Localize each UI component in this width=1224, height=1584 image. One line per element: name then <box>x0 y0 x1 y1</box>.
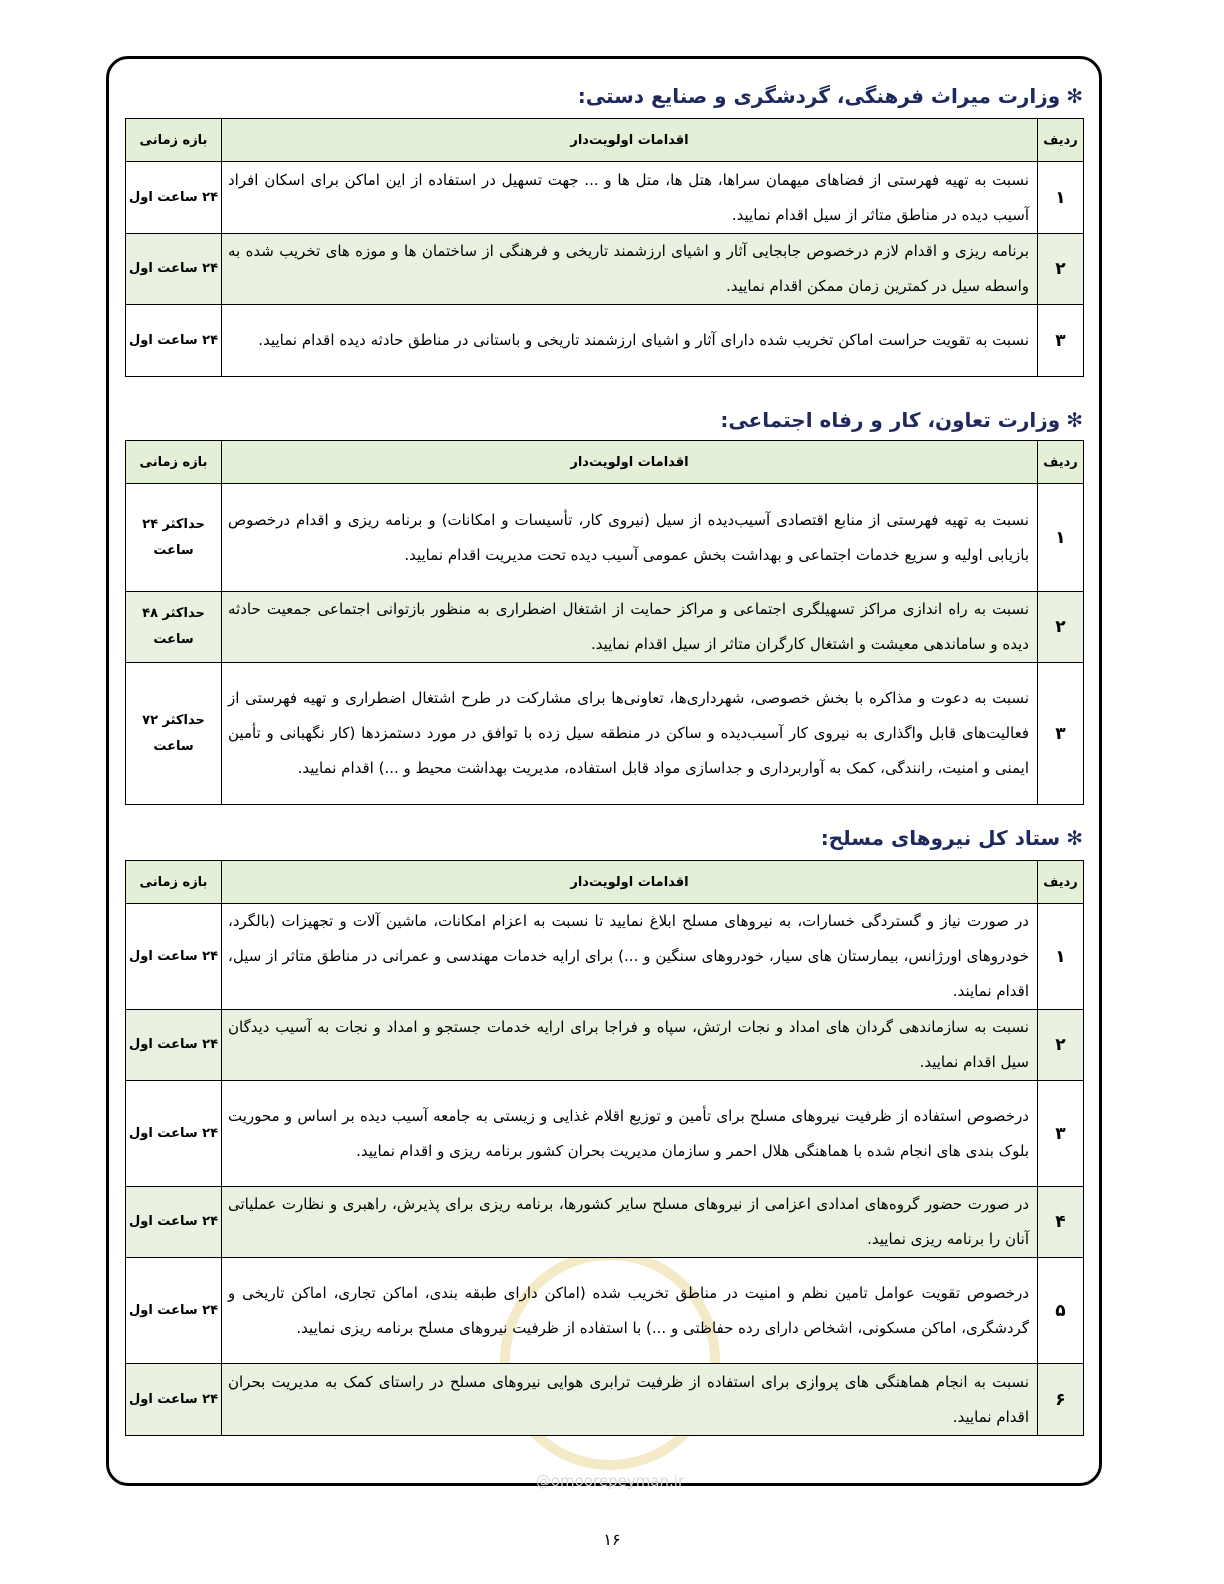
row-timeframe: ۲۴ ساعت اول <box>126 1187 222 1258</box>
table-row <box>126 1364 1084 1436</box>
row-action: درخصوص تقویت عوامل تامین نظم و امنیت در مناطق تخریب شده (اماکن دارای طبقه بندی، اماکن تجاری، اماکن تاریخی و گردشگری، اماکن مسکونی، اشخاص دارای رده حفاظتی و ...) با استفاده از ظرفیت نیروهای مسلح برنامه ریزی نمایید. <box>222 1258 1038 1364</box>
section-title: ✻وزارت تعاون، کار و رفاه اجتماعی: <box>720 408 1083 432</box>
table-row <box>126 162 1084 234</box>
header-row-number: ردیف <box>1038 861 1084 904</box>
row-timeframe: ۲۴ ساعت اول <box>126 904 222 1010</box>
header-row-number: ردیف <box>1038 119 1084 162</box>
row-action: نسبت به تهیه فهرستی از فضاهای میهمان سراها، هتل ها، متل ها و ... جهت تسهیل در استفاده از این اماکن برای اسکان افراد آسیب دیده در مناطق متاثر از سیل اقدام نمایید. <box>222 162 1038 234</box>
table-header-row <box>126 861 1084 904</box>
table-row <box>126 484 1084 592</box>
asterisk-icon: ✻ <box>1066 84 1083 108</box>
table-row <box>126 663 1084 805</box>
priority-table <box>125 860 1084 1436</box>
row-timeframe: حداکثر ۷۲ ساعت <box>126 663 222 805</box>
header-timeframe: بازه زمانی <box>126 441 222 484</box>
row-number: ۵ <box>1038 1258 1084 1364</box>
asterisk-icon: ✻ <box>1066 408 1083 432</box>
row-number: ۱ <box>1038 484 1084 592</box>
row-action: نسبت به انجام هماهنگی های پروازی برای استفاده از ظرفیت ترابری هوایی نیروهای مسلح در راستای کمک به مدیریت بحران اقدام نمایید. <box>222 1364 1038 1436</box>
priority-table <box>125 118 1084 377</box>
row-action: نسبت به راه اندازی مراکز تسهیلگری اجتماعی و مراکز حمایت از اشتغال اضطراری به منظور بازتوانی اجتماعی جمعیت حادثه دیده و ساماندهی معیشت و اشتغال کارگران متاثر از سیل اقدام نمایید. <box>222 592 1038 663</box>
row-timeframe: ۲۴ ساعت اول <box>126 1010 222 1081</box>
row-action: برنامه ریزی و اقدام لازم درخصوص جابجایی آثار و اشیای ارزشمند تاریخی و فرهنگی از ساختمان ها و موزه های تخریب شده به واسطه سیل در کمترین زمان ممکن اقدام نمایید. <box>222 234 1038 305</box>
table-row <box>126 1081 1084 1187</box>
row-timeframe: ۲۴ ساعت اول <box>126 162 222 234</box>
header-actions: اقدامات اولویت‌دار <box>222 441 1038 484</box>
row-number: ۲ <box>1038 234 1084 305</box>
row-timeframe: حداکثر ۴۸ ساعت <box>126 592 222 663</box>
page-number: ۱۶ <box>603 1530 621 1549</box>
section-title: ✻وزارت میراث فرهنگی، گردشگری و صنایع دستی: <box>577 84 1083 108</box>
row-number: ۱ <box>1038 162 1084 234</box>
table-row <box>126 305 1084 377</box>
row-number: ۳ <box>1038 663 1084 805</box>
row-action: در صورت نیاز و گستردگی خسارات، به نیروهای مسلح ابلاغ نمایید تا نسبت به اعزام امکانات، ماشین آلات و تجهیزات (بالگرد، خودروهای اورژانس، بیمارستان های سیار، خودروهای سنگین و ...) برای ارایه خدمات مهندسی و عمرانی در مناطق متاثر از سیل، اقدام نمایند. <box>222 904 1038 1010</box>
row-action: نسبت به تقویت حراست اماکن تخریب شده دارای آثار و اشیای ارزشمند تاریخی و باستانی در مناطق حادثه دیده اقدام نمایید. <box>222 305 1038 377</box>
table-row <box>126 592 1084 663</box>
table-header-row <box>126 119 1084 162</box>
row-number: ۱ <box>1038 904 1084 1010</box>
section-title: ✻ستاد کل نیروهای مسلح: <box>820 826 1083 850</box>
row-timeframe: ۲۴ ساعت اول <box>126 1258 222 1364</box>
row-timeframe: ۲۴ ساعت اول <box>126 1081 222 1187</box>
table-row <box>126 1258 1084 1364</box>
row-action: نسبت به تهیه فهرستی از منابع اقتصادی آسیب‌دیده از سیل (نیروی کار، تأسیسات و امکانات) و برنامه ریزی و اقدام درخصوص بازیابی اولیه و سریع خدمات اجتماعی و بهداشت بخش عمومی آسیب دیده تحت مدیریت اقدام نمایید. <box>222 484 1038 592</box>
header-timeframe: بازه زمانی <box>126 119 222 162</box>
row-number: ۳ <box>1038 1081 1084 1187</box>
row-timeframe: حداکثر ۲۴ ساعت <box>126 484 222 592</box>
row-timeframe: ۲۴ ساعت اول <box>126 305 222 377</box>
row-number: ۳ <box>1038 305 1084 377</box>
header-actions: اقدامات اولویت‌دار <box>222 861 1038 904</box>
watermark-text: @omoorepeyman.ir <box>535 1472 685 1490</box>
row-number: ۴ <box>1038 1187 1084 1258</box>
row-action: در صورت حضور گروه‌های امدادی اعزامی از نیروهای مسلح سایر کشورها، برنامه ریزی برای پذیرش، راهبری و نظارت عملیاتی آنان را برنامه ریزی نمایید. <box>222 1187 1038 1258</box>
row-number: ۲ <box>1038 592 1084 663</box>
table-row <box>126 1187 1084 1258</box>
row-number: ۲ <box>1038 1010 1084 1081</box>
row-timeframe: ۲۴ ساعت اول <box>126 1364 222 1436</box>
row-action: نسبت به دعوت و مذاکره با بخش خصوصی، شهرداری‌ها، تعاونی‌ها برای مشارکت در طرح اشتغال اضطراری و تهیه فهرستی از فعالیت‌های قابل واگذاری به نیروی کار آسیب‌دیده و ساکن در منطقه سیل زده با توافق در مورد دستمزدها (کار نگهبانی و تأمین ایمنی و امنیت، رانندگی، کمک به آواربرداری و جداسازی مواد قابل استفاده، مدیریت بهداشت محیط و ...) اقدام نمایید. <box>222 663 1038 805</box>
header-timeframe: بازه زمانی <box>126 861 222 904</box>
row-number: ۶ <box>1038 1364 1084 1436</box>
asterisk-icon: ✻ <box>1066 826 1083 850</box>
header-actions: اقدامات اولویت‌دار <box>222 119 1038 162</box>
section-heritage <box>125 84 1083 384</box>
row-action: نسبت به سازماندهی گردان های امداد و نجات ارتش، سپاه و فراجا برای ارایه خدمات جستجو و امداد و نجات به آسیب دیدگان سیل اقدام نمایید. <box>222 1010 1038 1081</box>
table-row <box>126 234 1084 305</box>
table-row <box>126 904 1084 1010</box>
header-row-number: ردیف <box>1038 441 1084 484</box>
table-row <box>126 1010 1084 1081</box>
priority-table <box>125 440 1084 805</box>
row-action: درخصوص استفاده از ظرفیت نیروهای مسلح برای تأمین و توزیع اقلام غذایی و زیستی به جامعه آسیب دیده بر اساس و محوریت بلوک بندی های انجام شده با هماهنگی هلال احمر و سازمان مدیریت بحران کشور برنامه ریزی و اقدام نمایید. <box>222 1081 1038 1187</box>
table-header-row <box>126 441 1084 484</box>
section-armed-forces <box>125 826 1083 1446</box>
section-labor <box>125 408 1083 808</box>
row-timeframe: ۲۴ ساعت اول <box>126 234 222 305</box>
